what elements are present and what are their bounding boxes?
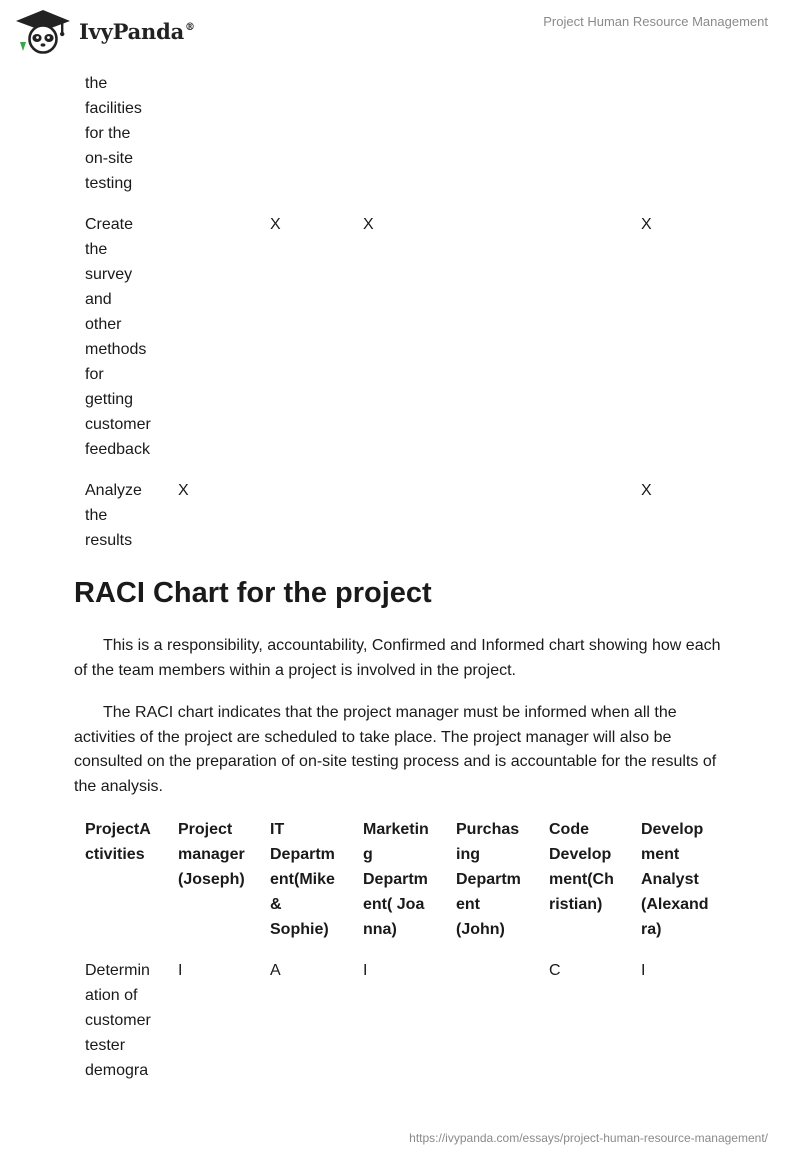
table-header-code-development: Code Develop ment(Ch ristian) [549,821,614,913]
table-cell-mark: X [363,216,374,233]
section-heading: RACI Chart for the project [74,577,432,609]
table-cell-value: I [178,962,183,979]
table-cell-mark: X [641,216,652,233]
table-cell-value: C [549,962,561,979]
table-cell-value: A [270,962,281,979]
site-header [0,0,800,62]
table-cell-value: I [363,962,368,979]
table-header-purchasing-department: Purchas ing Departm ent (John) [456,821,521,938]
paragraph: This is a responsibility, accountability, Confirmed and Informed chart showing how each of the team members within a project is involved in the project. [74,637,721,679]
table-cell-activity: Create the survey and other methods for getting customer feedback [85,216,151,458]
paragraph: The RACI chart indicates that the project manager must be informed when all the activities of the project are scheduled to take place. The project manager will also be consulted on the preparation of on-site testing process and is accountable for the results of the analysis. [74,704,717,796]
table-cell-activity: the facilities for the on-site testing [85,75,142,192]
registered-mark: ® [185,21,195,33]
document-title: Project Human Resource Management [543,14,768,29]
brand-name: IvyPanda® [79,18,195,44]
table-cell-value: I [641,962,646,979]
table-cell-mark: X [178,482,189,499]
table-header-development-analyst: Develop ment Analyst (Alexand ra) [641,821,709,938]
source-url-link[interactable]: https://ivypanda.com/essays/project-human-resource-management/ [409,1131,768,1145]
table-header-it-department: IT Departm ent(Mike & Sophie) [270,821,335,938]
site-logo[interactable] [14,8,195,54]
table-cell-activity: Analyze the results [85,482,142,549]
table-header-marketing-department: Marketin g Departm ent( Joa nna) [363,821,429,938]
table-cell-mark: X [641,482,652,499]
table-cell-activity: Determin ation of customer tester demogra [85,962,151,1079]
table-header-project-manager: Project manager (Joseph) [178,821,245,888]
panda-logo-icon [14,8,72,54]
table-cell-mark: X [270,216,281,233]
table-header-activities: ProjectA ctivities [85,821,151,863]
